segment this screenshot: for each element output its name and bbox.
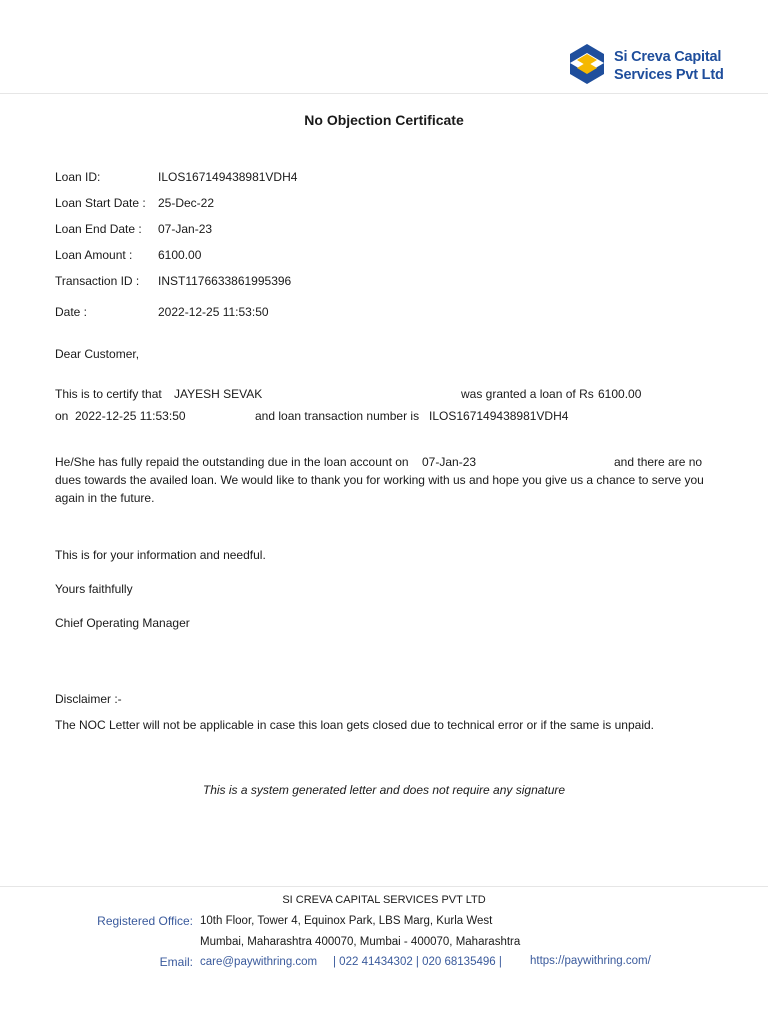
closing: Yours faithfully [55,582,133,596]
logo-line-2: Services Pvt Ltd [614,67,724,83]
email-link[interactable]: care@paywithring.com [200,956,318,968]
certify-date: 2022-12-25 11:53:50 [75,409,186,423]
detail-label: Transaction ID : [55,274,140,288]
header-divider [0,93,768,94]
certify-granted: was granted a loan of Rs [461,387,594,401]
phone-numbers: | 022 41434302 | 020 68135496 | [333,956,502,968]
signatory: Chief Operating Manager [55,616,190,630]
detail-value: 25-Dec-22 [158,196,215,210]
certify-loan-id: ILOS167149438981VDH4 [429,409,569,423]
certify-amount: 6100.00 [598,387,642,401]
logo-mark-icon [568,43,606,85]
logo-line-1: Si Creva Capital [614,49,722,65]
info-line: This is for your information and needful. [55,548,266,562]
detail-label: Loan End Date : [55,222,142,236]
detail-value: 6100.00 [158,248,202,262]
address-line-2: Mumbai, Maharashtra 400070, Mumbai - 400070, Maharashtra [200,936,521,948]
salutation: Dear Customer, [55,347,140,361]
disclaimer-text: The NOC Letter will not be applicable in case this loan gets closed due to technical error or if the same is unpaid. [55,718,654,732]
certify-prefix: This is to certify that [55,387,162,401]
detail-value: 2022-12-25 11:53:50 [158,305,269,319]
system-note: This is a system generated letter and does not require any signature [202,783,566,797]
certify-txn-text: and loan transaction number is [255,409,420,423]
customer-name: JAYESH SEVAK [174,387,263,401]
detail-value: INST1176633861995396 [158,274,292,288]
certify-on: on [55,409,69,423]
repaid-suffix: and there are no [614,455,703,469]
detail-value: 07-Jan-23 [158,222,213,236]
email-label: Email: [159,955,193,969]
company-name [614,48,724,84]
office-label: Registered Office: [97,914,193,928]
footer-divider [0,886,768,887]
address-line-1: 10th Floor, Tower 4, Equinox Park, LBS Marg, Kurla West [200,915,493,927]
website-link[interactable]: https://paywithring.com/ [530,955,651,967]
detail-label: Loan ID: [55,170,101,184]
repaid-prefix: He/She has fully repaid the outstanding due in the loan account on [55,455,409,469]
page-title: No Objection Certificate [304,112,464,128]
disclaimer-title: Disclaimer :- [55,692,122,706]
detail-value: ILOS167149438981VDH4 [158,170,298,184]
detail-label: Date : [55,305,88,319]
footer-company: SI CREVA CAPITAL SERVICES PVT LTD [282,894,486,906]
detail-label: Loan Start Date : [55,196,146,210]
detail-label: Loan Amount : [55,248,133,262]
repaid-rest: dues towards the availed loan. We would like to thank you for working with us and hope you give us a chance to serve you again in the future. [55,473,704,505]
repaid-date: 07-Jan-23 [422,455,477,469]
